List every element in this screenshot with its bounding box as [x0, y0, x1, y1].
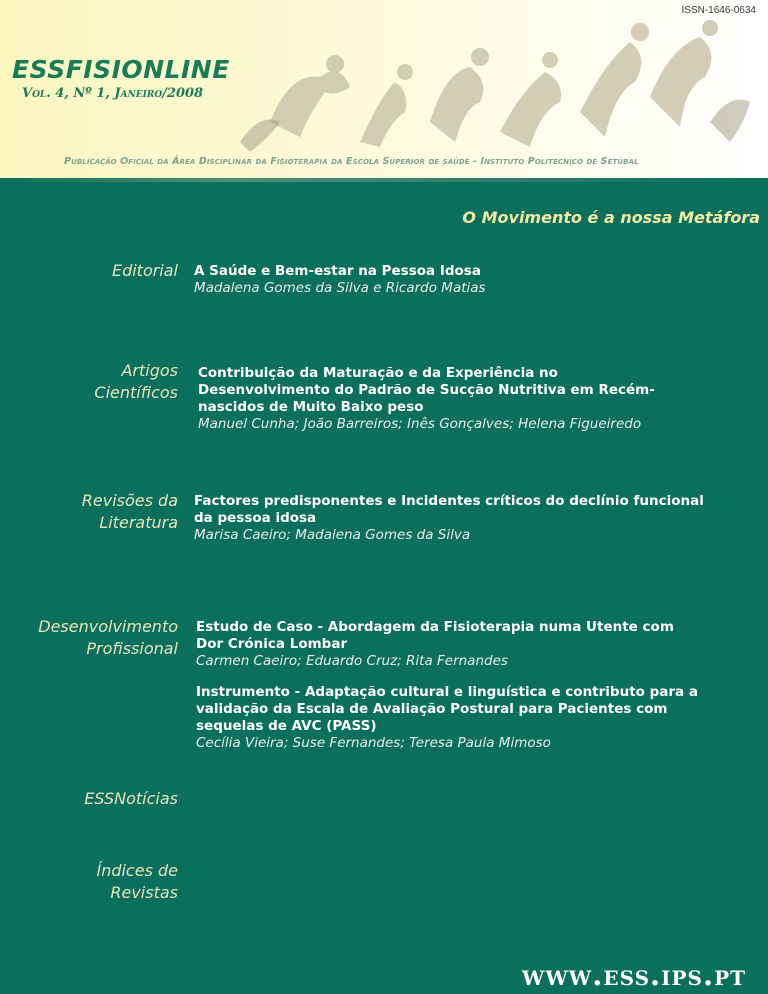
header-divider: [0, 178, 768, 182]
article-authors: Cecília Vieira; Suse Fernandes; Teresa Paula Mimoso: [196, 735, 551, 751]
article-entry[interactable]: [198, 365, 738, 433]
section-label-artigos: [0, 360, 178, 404]
cover-header: [0, 0, 768, 178]
article-title[interactable]: Instrumento - Adaptação cultural e linguística e contributo para a validação da Escala de Avaliação Postural para Pacientes com sequelas de AVC (PASS): [196, 684, 698, 734]
motto: O Movimento é a nossa Metáfora: [462, 208, 760, 227]
section-label-line: Profissional: [86, 639, 178, 658]
article-title[interactable]: Estudo de Caso - Abordagem da Fisioterapia numa Utente com Dor Crónica Lombar: [196, 619, 674, 652]
section-label-line: Científicos: [94, 383, 178, 402]
movement-figures-illustration: [230, 2, 760, 152]
journal-volume: Vol. 4, Nº 1, Janeiro/2008: [22, 86, 204, 101]
article-entry[interactable]: [194, 263, 734, 297]
section-label-line: Artigos: [121, 361, 178, 380]
section-label-line[interactable]: Índices de: [96, 861, 178, 880]
section-label-text[interactable]: ESSNotícias: [84, 789, 178, 808]
section-label-line[interactable]: Revistas: [110, 883, 178, 902]
section-label-line: Revisões da: [81, 491, 178, 510]
publication-subtitle: Publicação Oficial da Área Disciplinar da Fisioterapia da Escola Superior de saúde - Instituto Politecnico de Setúbal: [64, 156, 639, 167]
article-authors: Marisa Caeiro; Madalena Gomes da Silva: [194, 527, 471, 543]
section-label-text: Editorial: [111, 261, 178, 280]
contents-panel: [0, 178, 768, 994]
article-authors: Manuel Cunha; João Barreiros; Inês Gonçalves; Helena Figueiredo: [198, 416, 642, 432]
issn-number: ISSN-1646-0634: [681, 5, 756, 16]
article-entry[interactable]: [194, 493, 734, 544]
section-label-revisoes: [0, 490, 178, 534]
article-title[interactable]: Contribuição da Maturação e da Experiência no Desenvolvimento do Padrão de Sucção Nutritiva em Recém- nascidos de Muito Baixo peso: [198, 365, 655, 415]
article-authors: Carmen Caeiro; Eduardo Cruz; Rita Fernandes: [196, 653, 508, 669]
article-title[interactable]: A Saúde e Bem-estar na Pessoa Idosa: [194, 263, 481, 279]
section-label-line: Literatura: [99, 513, 178, 532]
section-label-editorial: [0, 260, 178, 282]
section-label-indices[interactable]: [0, 860, 178, 904]
section-label-noticias[interactable]: [0, 788, 178, 810]
article-authors: Madalena Gomes da Silva e Ricardo Matias: [194, 280, 486, 296]
website-link[interactable]: www.ess.ips.pt: [521, 958, 746, 992]
section-label-line: Desenvolvimento: [38, 617, 178, 636]
journal-title: ESSFISIONLINE: [12, 55, 230, 84]
section-label-desenvolvimento: [0, 616, 178, 660]
article-entry[interactable]: [196, 684, 736, 752]
article-entry[interactable]: [196, 619, 736, 670]
article-title[interactable]: Factores predisponentes e Incidentes críticos do declínio funcional da pessoa idosa: [194, 493, 704, 526]
